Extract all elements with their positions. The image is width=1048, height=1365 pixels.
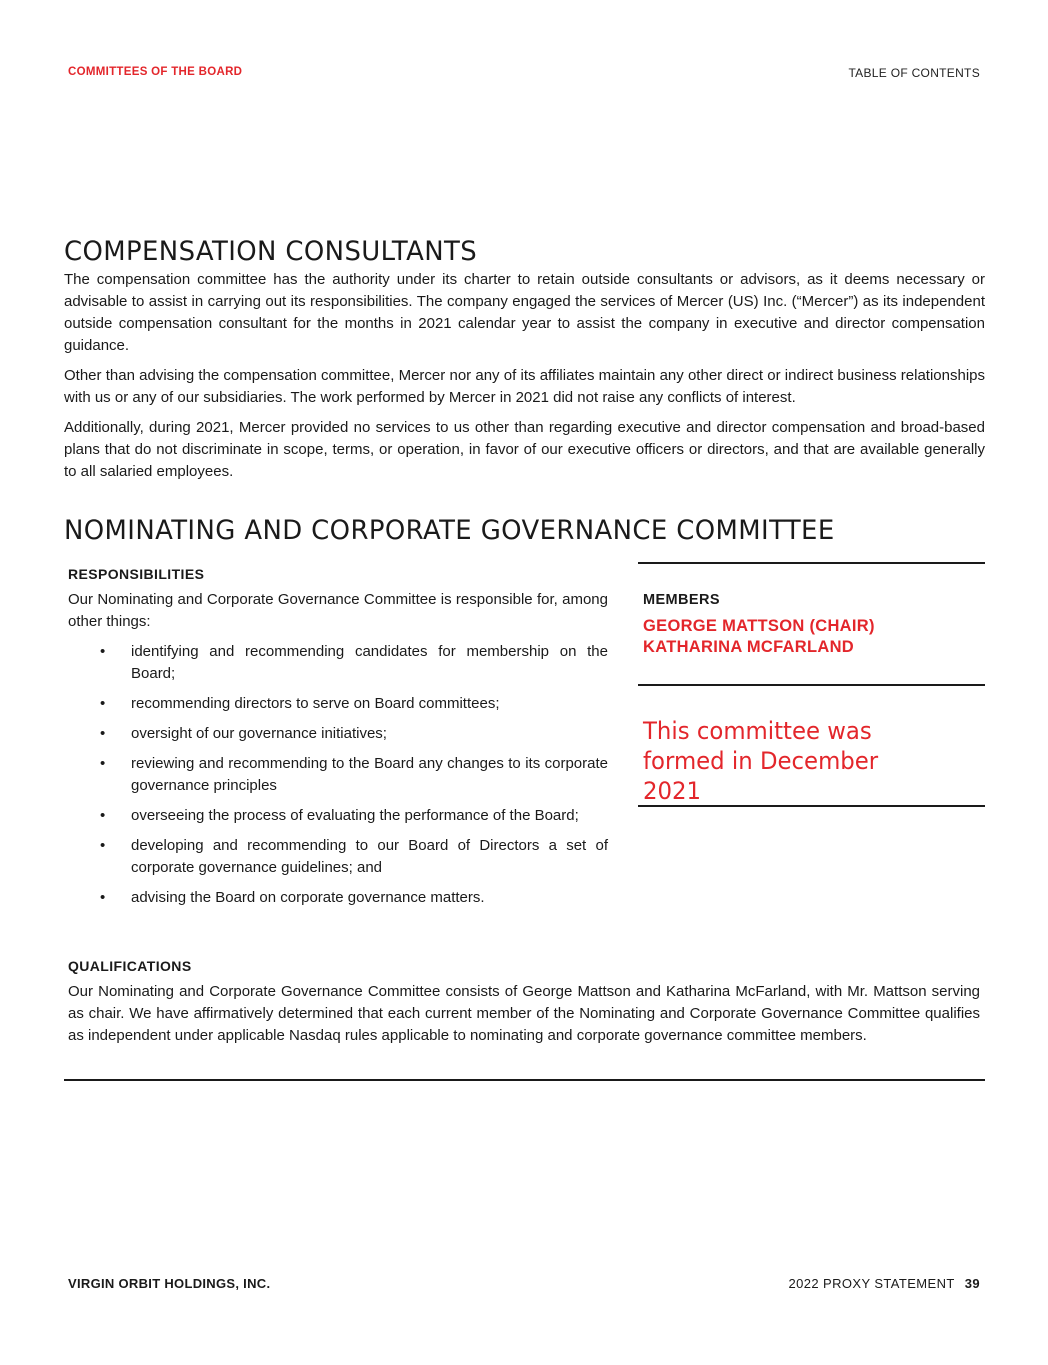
list-item [68,835,608,879]
bullet-icon: • [100,837,106,854]
page-number: 39 [964,1276,980,1291]
list-item [68,753,608,797]
compensation-title: COMPENSATION CONSULTANTS [64,236,478,267]
bullet-icon: • [100,725,106,742]
bullet-icon: • [100,755,106,772]
bullet-text: advising the Board on corporate governance matters. [131,889,485,906]
nominating-title: NOMINATING AND CORPORATE GOVERNANCE COMMITTEE [64,515,835,546]
responsibilities-intro: Our Nominating and Corporate Governance Committee is responsible for, among other things: [68,591,608,630]
list-item [68,693,608,715]
qualifications-section [68,958,980,1047]
qualifications-heading: QUALIFICATIONS [68,958,192,974]
table-of-contents-link[interactable]: TABLE OF CONTENTS [848,66,980,80]
qualifications-text: Our Nominating and Corporate Governance Committee consists of George Mattson and Katharina McFarland, with Mr. Mattson serving as chair. We have affirmatively determined that each current member of the Nominating and Corporate Governance Committee qualifies as independent under applicable Nasdaq rules applicable to nominating and corporate governance committee members. [68,983,980,1044]
bullet-text: oversight of our governance initiatives; [131,725,387,742]
responsibilities-list [68,641,608,909]
bullet-text: reviewing and recommending to the Board any changes to its corporate governance principles [131,755,608,794]
list-item [68,723,608,745]
compensation-paragraph: Additionally, during 2021, Mercer provided no services to us other than regarding executive and director compensation and broad-based plans that do not discriminate in scope, terms, or operation, in favor of our executive officers or directors, and that are available generally to all salaried employees. [64,419,985,480]
section-label: COMMITTEES OF THE BOARD [68,66,243,78]
footer-document-title: 2022 PROXY STATEMENT [788,1276,955,1291]
section-divider [64,1079,985,1081]
list-item [68,805,608,827]
bullet-icon: • [100,643,106,660]
footer-company: VIRGIN ORBIT HOLDINGS, INC. [68,1276,271,1291]
formed-note: This committee was formed in December 2021 [643,717,879,805]
member-name: KATHARINA MCFARLAND [643,638,855,656]
compensation-paragraph: The compensation committee has the authority under its charter to retain outside consultants or advisors, as it deems necessary or advisable to assist in carrying out its responsibilities. The company engaged the services of Mercer (US) Inc. (“Mercer”) as its independent outside compensation consultant for the months in 2021 calendar year to assist the company in executive and director compensation guidance. [64,271,985,354]
list-item [68,887,608,909]
bullet-icon: • [100,695,106,712]
bullet-icon: • [100,889,106,906]
list-item [68,641,608,685]
compensation-section [64,236,985,483]
bullet-icon: • [100,807,106,824]
bullet-text: identifying and recommending candidates for membership on the Board; [131,643,608,682]
member-name: GEORGE MATTSON (CHAIR) [643,617,875,635]
bullet-text: recommending directors to serve on Board committees; [131,695,500,712]
responsibilities-column [68,566,608,917]
bullet-text: overseeing the process of evaluating the performance of the Board; [131,807,579,824]
responsibilities-heading: RESPONSIBILITIES [68,566,205,582]
sidebar-divider [638,805,985,807]
members-heading: MEMBERS [643,592,720,608]
bullet-text: developing and recommending to our Board of Directors a set of corporate governance guidelines; and [131,837,608,876]
sidebar-divider [638,684,985,686]
sidebar-divider [638,562,985,564]
compensation-paragraph: Other than advising the compensation committee, Mercer nor any of its affiliates maintain any other direct or indirect business relationships with us or any of our subsidiaries. The work performed by Mercer in 2021 did not raise any conflicts of interest. [64,367,985,406]
members-box [643,592,983,658]
footer-document [789,1276,980,1291]
